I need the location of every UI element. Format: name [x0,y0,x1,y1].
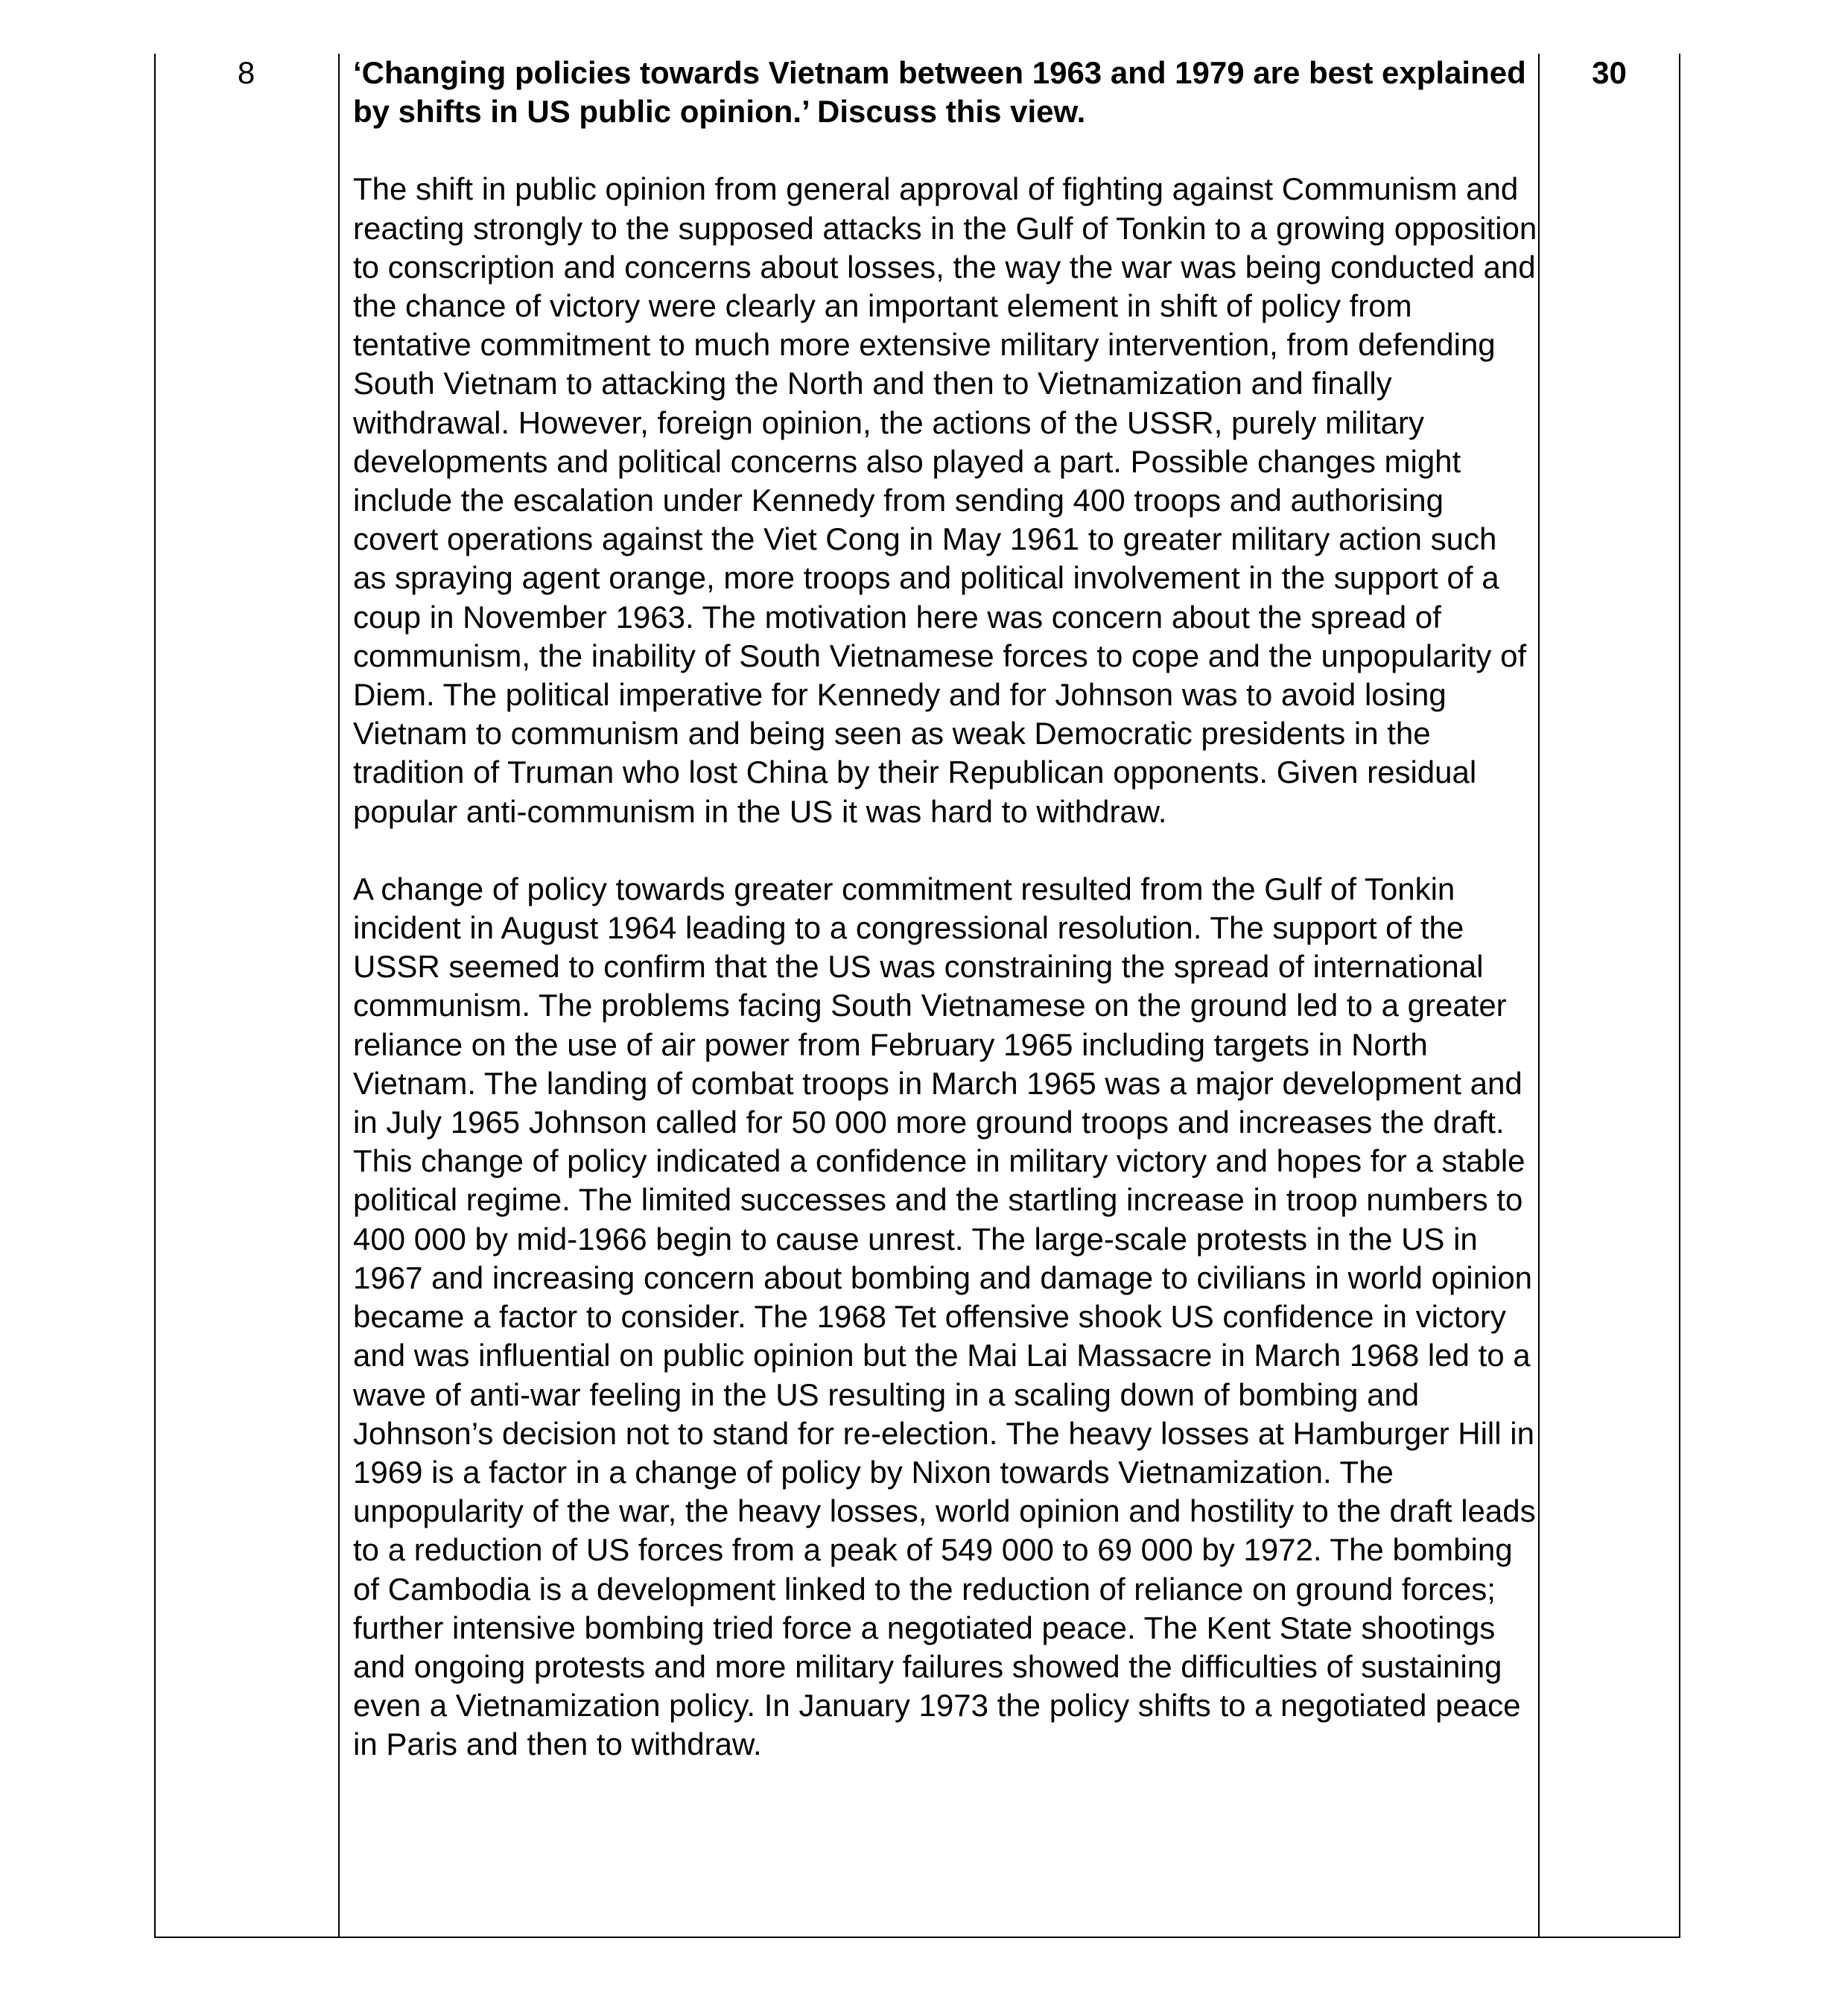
answer-content [353,54,1537,1764]
marks-value: 30 [1592,55,1627,90]
table-divider-number [338,54,340,1938]
table-divider-marks [1538,54,1540,1938]
answer-paragraph-1: The shift in public opinion from general approval of fighting against Communism and reacting strongly to the supposed attacks in the Gulf of Tonkin to a growing opposition to conscription and concerns about losses, the way the war was being conducted and the chance of victory were clearly an important element in shift of policy from tentative commitment to much more extensive military intervention, from defending South Vietnam to attacking the North and then to Vietnamization and finally withdrawal. However, foreign opinion, the actions of the USSR, purely military developments and political concerns also played a part. Possible changes might include the escalation under Kennedy from sending 400 troops and authorising covert operations against the Viet Cong in May 1961 to greater military action such as spraying agent orange, more troops and political involvement in the support of a coup in November 1963. The motivation here was concern about the spread of communism, the inability of South Vietnamese forces to cope and the unpopularity of Diem. The political imperative for Kennedy and for Johnson was to avoid losing Vietnam to communism and being seen as weak Democratic presidents in the tradition of Truman who lost China by their Republican opponents. Given residual popular anti-communism in the US it was hard to withdraw. [353,171,1537,829]
table-border-bottom [154,1937,1680,1938]
mark-scheme-table [154,54,1679,1937]
answer-paragraph-2: A change of policy towards greater commitment resulted from the Gulf of Tonkin incident in August 1964 leading to a congressional resolution. The support of the USSR seemed to confirm that the US was constraining the spread of international communism. The problems facing South Vietnamese on the ground led to a greater reliance on the use of air power from February 1965 including targets in North Vietnam. The landing of combat troops in March 1965 was a major development and in July 1965 Johnson called for 50 000 more ground troops and increases the draft. This change of policy indicated a confidence in military victory and hopes for a stable political regime. The limited successes and the startling increase in troop numbers to 400 000 by mid-1966 begin to cause unrest. The large-scale protests in the US in 1967 and increasing concern about bombing and damage to civilians in world opinion became a factor to consider. The 1968 Tet offensive shook US confidence in victory and was influential on public opinion but the Mai Lai Massacre in March 1968 led to a wave of anti-war feeling in the US resulting in a scaling down of bombing and Johnson’s decision not to stand for re-election. The heavy losses at Hamburger Hill in 1969 is a factor in a change of policy by Nixon towards Vietnamization. The unpopularity of the war, the heavy losses, world opinion and hostility to the draft leads to a reduction of US forces from a peak of 549 000 to 69 000 by 1972. The bombing of Cambodia is a development linked to the reduction of reliance on ground forces; further intensive bombing tried force a negotiated peace. The Kent State shootings and ongoing protests and more military failures showed the difficulties of sustaining even a Vietnamization policy. In January 1973 the policy shifts to a negotiated peace in Paris and then to withdraw. [353,871,1536,1762]
question-number: 8 [237,55,255,90]
table-border-right [1679,54,1680,1938]
question-text: ‘Changing policies towards Vietnam between 1963 and 1979 are best explained by shifts in US public opinion.’ Discuss this view. [353,55,1526,130]
table-border-left [154,54,156,1938]
